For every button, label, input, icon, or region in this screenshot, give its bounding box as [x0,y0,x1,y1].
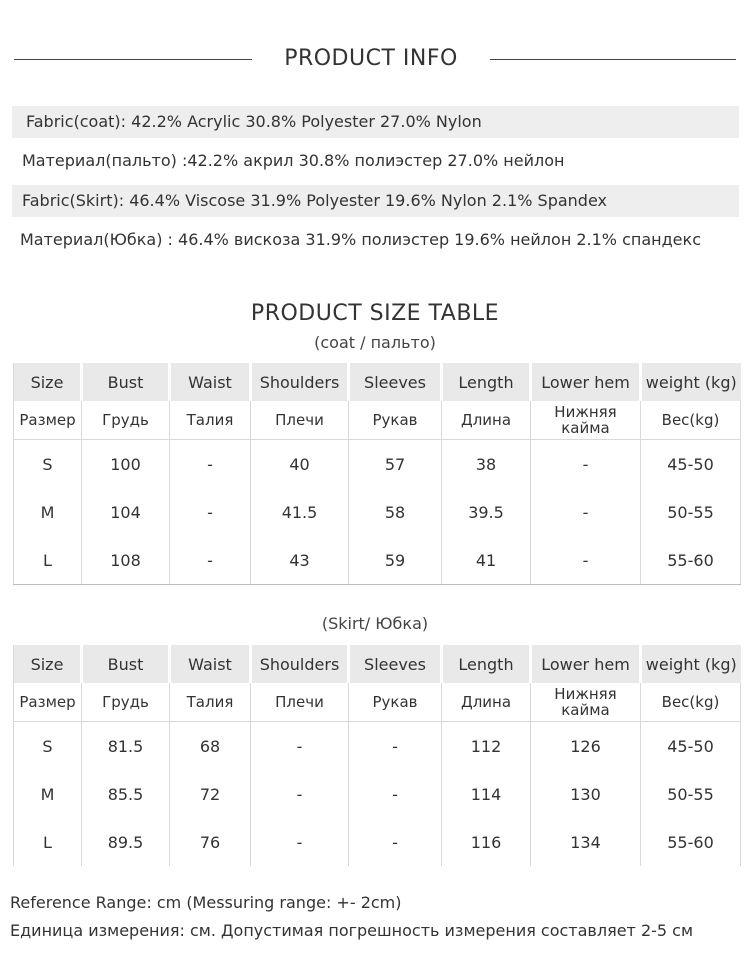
col-header-size-ru: Размер [14,401,82,440]
col-header-lower-hem-ru [531,401,641,440]
fabric-label: Материал(Юбка) [20,230,163,249]
table-row [14,770,741,818]
lower-hem-ru-line2: кайма [561,701,610,719]
lower-hem-ru-line1: Нижняя [554,685,617,703]
col-header-bust-ru: Грудь [82,683,170,722]
col-header-sleeves-ru: Рукав [349,683,442,722]
col-header-length-ru: Длина [442,401,531,440]
table-cell: M [14,770,82,818]
col-header-sleeves-ru: Рукав [349,401,442,440]
lower-hem-ru-line2: кайма [561,419,610,437]
table-cell: 38 [442,440,531,489]
divider-right [490,59,736,60]
table-cell: 85.5 [82,770,170,818]
table-cell: - [349,818,442,866]
col-header-size-ru: Размер [14,683,82,722]
fabric-label: Fabric(Skirt): [22,191,125,210]
table-row [14,818,741,866]
table-cell: - [349,722,442,771]
table-cell: 59 [349,536,442,585]
table-cell: L [14,818,82,866]
col-header-shoulders: Shoulders [251,645,349,683]
table-cell: 108 [82,536,170,585]
table-row [14,536,741,585]
fabric-text: 46.4% Viscose 31.9% Polyester 19.6% Nylon 2.1% Spandex [124,191,607,210]
table-cell: 116 [442,818,531,866]
table-cell: 55-60 [641,536,741,585]
table-row [14,440,741,489]
table-cell: S [14,440,82,489]
header-row-ru [14,401,741,440]
divider-left [14,59,252,60]
table-cell: - [531,488,641,536]
col-header-lower-hem: Lower hem [531,645,641,683]
table-cell: - [170,536,251,585]
table-cell: M [14,488,82,536]
col-header-size: Size [14,363,82,401]
col-header-lower-hem: Lower hem [531,363,641,401]
col-header-weight-ru: Вес(kg) [641,401,741,440]
fabric-skirt-en [12,185,739,217]
table-cell: 114 [442,770,531,818]
header-row-en [14,363,741,401]
table-cell: 134 [531,818,641,866]
table-cell: - [531,536,641,585]
table-cell: - [251,722,349,771]
table-cell: 45-50 [641,722,741,771]
header-row-en [14,645,741,683]
col-header-sleeves: Sleeves [349,645,442,683]
col-header-length: Length [442,645,531,683]
table-cell: - [349,770,442,818]
skirt-subtitle: (Skirt/ Юбка) [321,614,429,633]
table-cell: 68 [170,722,251,771]
table-cell: 41.5 [251,488,349,536]
table-cell: 112 [442,722,531,771]
fabric-skirt-ru [12,224,739,256]
fabric-label: Fabric(coat): [26,112,127,131]
fabric-text: : 46.4% вискоза 31.9% полиэстер 19.6% нейлон 2.1% спандекс [162,230,701,249]
table-cell: 100 [82,440,170,489]
table-cell: 43 [251,536,349,585]
table-cell: 126 [531,722,641,771]
col-header-size: Size [14,645,82,683]
table-cell: S [14,722,82,771]
reference-range-en: Reference Range: cm (Messuring range: +- 2cm) [10,893,402,912]
table-cell: L [14,536,82,585]
table-cell: 81.5 [82,722,170,771]
header-row-ru [14,683,741,722]
col-header-waist-ru: Талия [170,401,251,440]
table-cell: 50-55 [641,488,741,536]
fabric-text: :42.2% акрил 30.8% полиэстер 27.0% нейлон [176,151,565,170]
col-header-waist-ru: Талия [170,683,251,722]
table-cell: - [531,440,641,489]
col-header-weight: weight (kg) [641,363,741,401]
col-header-length: Length [442,363,531,401]
col-header-sleeves: Sleeves [349,363,442,401]
col-header-waist: Waist [170,363,251,401]
col-header-shoulders: Shoulders [251,363,349,401]
coat-subtitle: (coat / пальто) [314,333,436,352]
table-cell: 55-60 [641,818,741,866]
table-cell: 58 [349,488,442,536]
fabric-text: 42.2% Acrylic 30.8% Polyester 27.0% Nylon [126,112,482,131]
table-cell: - [170,440,251,489]
table-cell: 40 [251,440,349,489]
fabric-coat-ru [12,145,739,177]
table-cell: - [170,488,251,536]
size-table-title: PRODUCT SIZE TABLE [250,301,500,326]
table-cell: 39.5 [442,488,531,536]
fabric-label: Материал(пальто) [22,151,177,170]
table-cell: - [251,770,349,818]
col-header-bust: Bust [82,645,170,683]
table-row [14,488,741,536]
table-cell: 130 [531,770,641,818]
table-cell: - [251,818,349,866]
table-cell: 76 [170,818,251,866]
reference-range-ru: Единица измерения: см. Допустимая погрешность измерения составляет 2-5 см [10,921,694,940]
table-cell: 50-55 [641,770,741,818]
page-title: PRODUCT INFO [284,46,458,71]
table-cell: 57 [349,440,442,489]
product-info-header [0,44,750,76]
col-header-lower-hem-ru [531,683,641,722]
table-row [14,722,741,771]
table-cell: 104 [82,488,170,536]
skirt-size-table [13,645,741,866]
table-cell: 72 [170,770,251,818]
table-cell: 89.5 [82,818,170,866]
col-header-shoulders-ru: Плечи [251,401,349,440]
col-header-weight: weight (kg) [641,645,741,683]
col-header-length-ru: Длина [442,683,531,722]
col-header-bust-ru: Грудь [82,401,170,440]
fabric-coat-en [12,106,739,138]
col-header-shoulders-ru: Плечи [251,683,349,722]
col-header-bust: Bust [82,363,170,401]
coat-size-table [13,363,741,585]
col-header-weight-ru: Вес(kg) [641,683,741,722]
lower-hem-ru-line1: Нижняя [554,403,617,421]
col-header-waist: Waist [170,645,251,683]
table-cell: 45-50 [641,440,741,489]
table-cell: 41 [442,536,531,585]
